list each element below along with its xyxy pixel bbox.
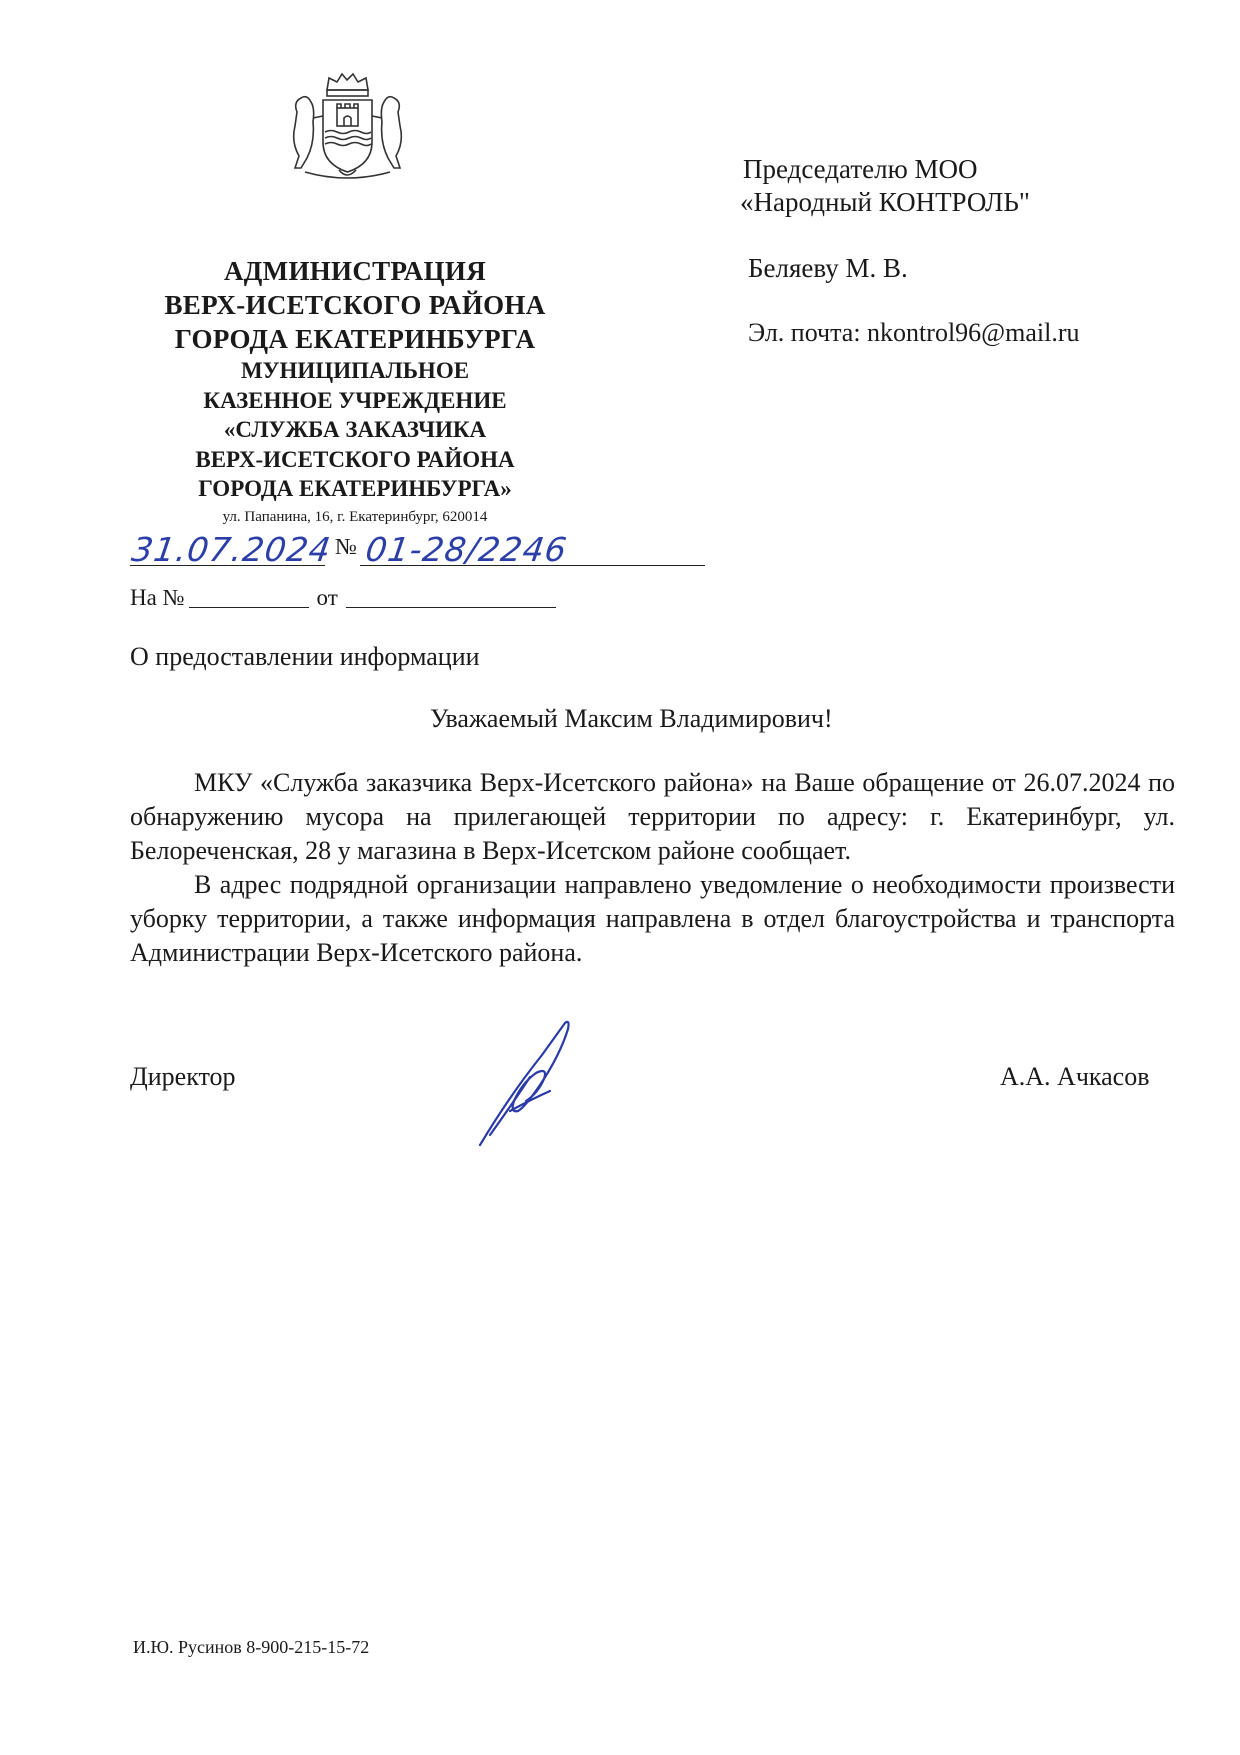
- date-underline: [130, 565, 325, 566]
- sender-unit-line: ВЕРХ-ИСЕТСКОГО РАЙОНА: [195, 446, 515, 472]
- handwritten-signature: [470, 1015, 600, 1150]
- signatory-title: Директор: [130, 1062, 236, 1091]
- recipient-name: Беляеву М. В.: [748, 253, 908, 283]
- letter-greeting: Уважаемый Максим Владимирович!: [430, 704, 833, 733]
- reply-date-blank: [346, 607, 556, 608]
- registration-line: [130, 530, 580, 572]
- sender-org-line: ГОРОДА ЕКАТЕРИНБУРГА: [174, 324, 536, 354]
- sender-unit-line: КАЗЕННОЕ УЧРЕЖДЕНИЕ: [203, 387, 507, 413]
- reply-reference-line: [130, 585, 556, 611]
- reply-from-label: от: [316, 585, 338, 610]
- recipient-block: [740, 153, 1030, 219]
- sender-org-line: АДМИНИСТРАЦИЯ: [223, 256, 486, 286]
- signatory-name: А.А. Ачкасов: [1000, 1062, 1150, 1091]
- recipient-organization: «Народный КОНТРОЛЬ": [740, 187, 1030, 217]
- recipient-position: Председателю МОО: [743, 154, 978, 184]
- body-paragraph: МКУ «Служба заказчика Верх-Исетского района» на Ваше обращение от 26.07.2024 по обнаружению мусора на прилегающей территории по адресу: г. Екатеринбург, ул. Белореченская, 28 у магазина в Верх-Исетском районе сообщает.: [130, 768, 1175, 865]
- registration-number: 01-28/2246: [363, 530, 570, 569]
- sender-unit-line: «СЛУЖБА ЗАКАЗЧИКА: [223, 417, 487, 442]
- executor-contact: И.Ю. Русинов 8-900-215-15-72: [133, 1637, 370, 1657]
- body-paragraph: В адрес подрядной организации направлено уведомление о необходимости произвести уборку территории, а также информация направлена в отдел благоустройства и транспорта Администрации Верх-Исетского района.: [130, 870, 1175, 967]
- number-underline: [360, 565, 705, 566]
- reply-number-blank: [189, 607, 309, 608]
- recipient-email: Эл. почта: nkontrol96@mail.ru: [748, 318, 1080, 347]
- number-sign: №: [335, 534, 357, 559]
- city-coat-of-arms-icon: [285, 72, 410, 187]
- letter-body: [130, 766, 1175, 970]
- reply-number-label: На №: [130, 585, 185, 610]
- sender-block: [120, 254, 590, 528]
- sender-unit-line: МУНИЦИПАЛЬНОЕ: [240, 358, 470, 383]
- letter-subject: О предоставлении информации: [130, 642, 480, 671]
- sender-unit-line: ГОРОДА ЕКАТЕРИНБУРГА»: [198, 476, 512, 501]
- sender-org-line: ВЕРХ-ИСЕТСКОГО РАЙОНА: [164, 290, 546, 320]
- registration-date: 31.07.2024: [129, 530, 334, 569]
- sender-address: ул. Папанина, 16, г. Екатеринбург, 620014: [222, 508, 488, 525]
